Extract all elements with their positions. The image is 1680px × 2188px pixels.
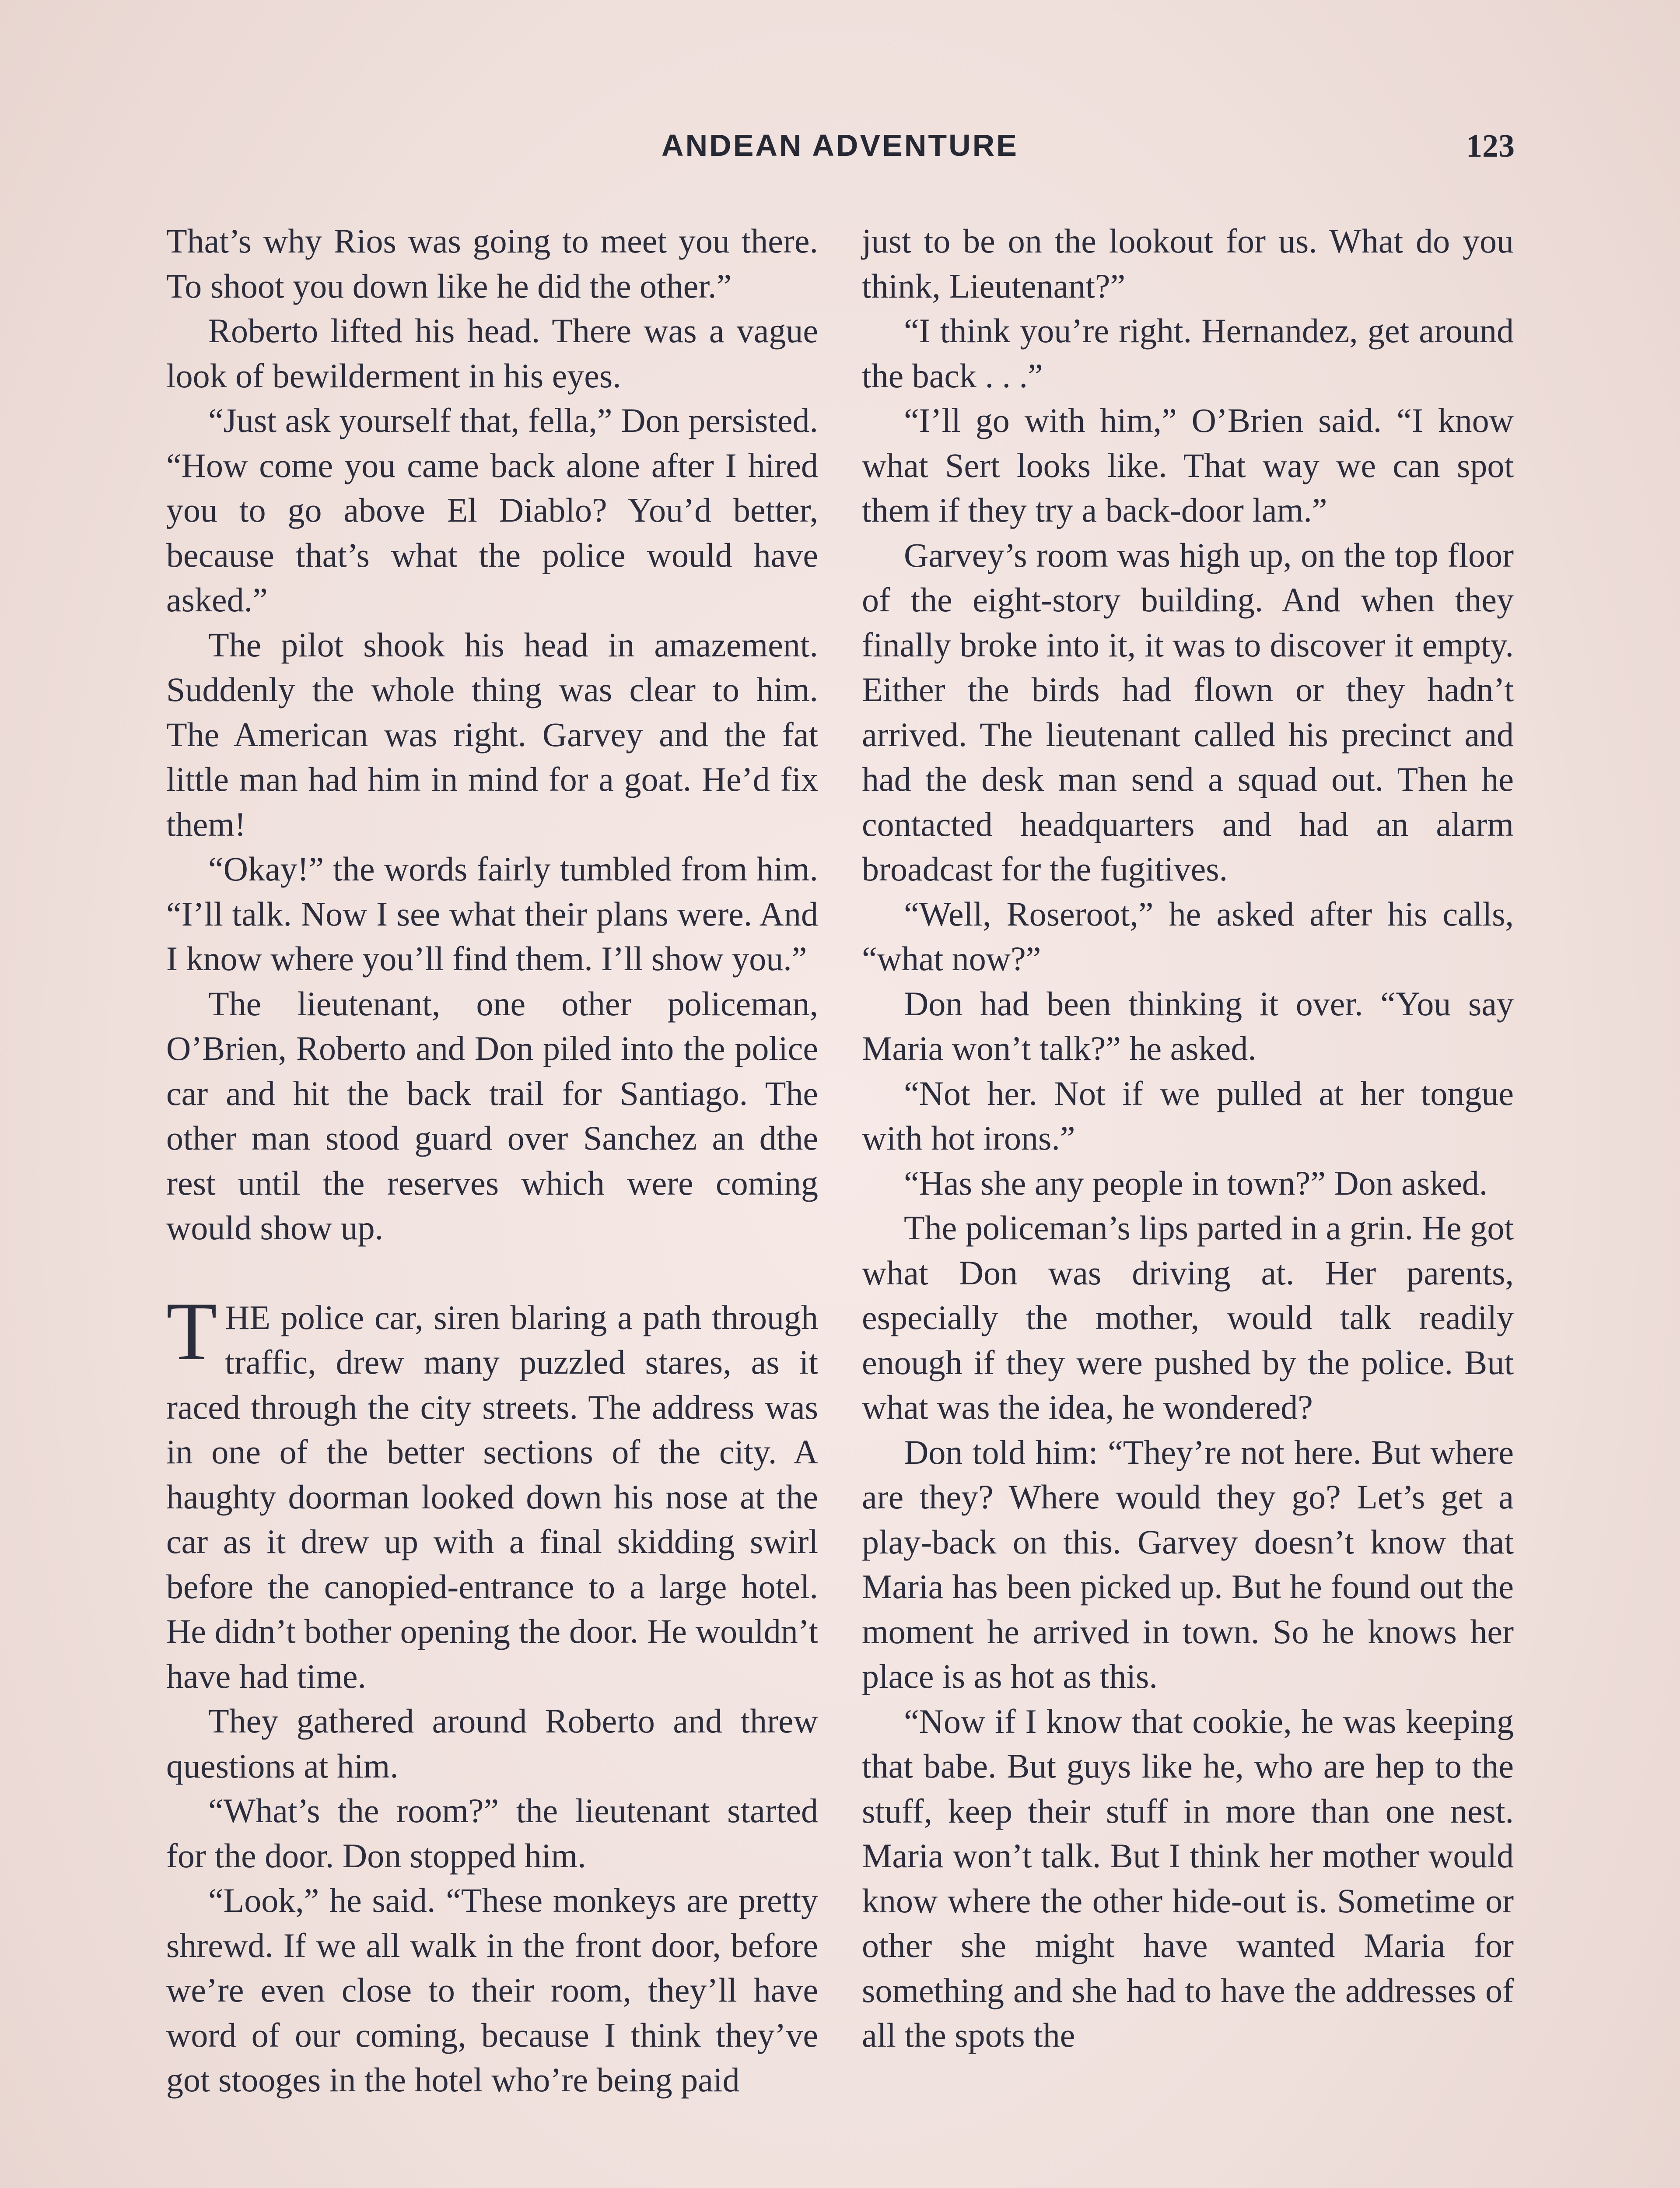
paragraph: Roberto lifted his head. There was a vague look of bewilderment in his eyes. (166, 312, 818, 395)
paragraph: “Okay!” the words fairly tumbled from him. “I’ll talk. Now I see what their plans were. And I know where you’ll find them. I’ll show you.” (166, 850, 818, 978)
page-header (165, 128, 1515, 172)
paragraph: The policeman’s lips parted in a grin. He got what Don was driving at. Her parents, especially the mother, would talk readily enough if they were pushed by the police. But what was the idea, he wondered? (862, 1209, 1514, 1426)
paragraph: The lieutenant, one other policeman, O’Brien, Roberto and Don piled into the police car and hit the back trail for Santiago. The other man stood guard over Sanchez an dthe rest until the reserves which were coming would show up. (166, 984, 818, 1247)
left-column (166, 219, 818, 2103)
paragraph: just to be on the lookout for us. What do you think, Lieutenant?” (862, 222, 1514, 305)
paragraph: Don had been thinking it over. “You say Maria won’t talk?” he asked. (862, 984, 1514, 1067)
paragraph: “Look,” he said. “These monkeys are pretty shrewd. If we all walk in the front door, before we’re even close to their room, they’ll have word of our coming, because I think they’ve got stooges in the hotel who’re being paid (166, 1881, 818, 2099)
right-column (862, 219, 1514, 2058)
paragraph-text: HE police car, siren blaring a path through traffic, drew many puzzled stares, as it raced through the city streets. The address was in one of the better sections of the city. A haughty doorman looked down his nose at the car as it drew up with a final skidding swirl before the canopied-entrance to a large hotel. He didn’t bother opening the door. He wouldn’t have had time. (166, 1298, 818, 1695)
paragraph: “Now if I know that cookie, he was keeping that babe. But guys like he, who are hep to the stuff, keep their stuff in more than one nest. Maria won’t talk. But I think her mother would know where the other hide-out is. Sometime or other she might have wanted Maria for something and she had to have the addresses of all the spots the (862, 1702, 1514, 2054)
paragraph: “Well, Roseroot,” he asked after his calls, “what now?” (862, 894, 1514, 978)
drop-cap: T (166, 1285, 217, 1378)
page-number: 123 (1466, 128, 1515, 164)
running-title: ANDEAN ADVENTURE (662, 128, 1018, 162)
paragraph: “Has she any people in town?” Don asked. (904, 1164, 1488, 1202)
paragraph: “I’ll go with him,” O’Brien said. “I know what Sert looks like. That way we can spot them if they try a back-door lam.” (862, 401, 1514, 529)
paragraph: That’s why Rios was going to meet you there. To shoot you down like he did the other.” (166, 222, 818, 305)
section-start-paragraph (166, 1285, 818, 1699)
paragraph: “I think you’re right. Hernandez, get around the back . . .” (862, 312, 1514, 395)
paragraph: “Not her. Not if we pulled at her tongue with hot irons.” (862, 1074, 1514, 1157)
paragraph: “What’s the room?” the lieutenant started for the door. Don stopped him. (166, 1792, 818, 1875)
paragraph: The pilot shook his head in amazement. Suddenly the whole thing was clear to him. The American was right. Garvey and the fat little man had him in mind for a goat. He’d fix them! (166, 625, 818, 843)
paragraph: “Just ask yourself that, fella,” Don persisted. “How come you came back alone after I hired you to go above El Diablo? You’d better, because that’s what the police would have asked.” (166, 401, 818, 619)
paragraph: Don told him: “They’re not here. But where are they? Where would they go? Let’s get a play-back on this. Garvey doesn’t know that Maria has been picked up. But he found out the moment he arrived in town. So he knows her place is as hot as this. (862, 1433, 1514, 1695)
paragraph: Garvey’s room was high up, on the top floor of the eight-story building. And when they finally broke into it, it was to discover it empty. Either the birds had flown or they hadn’t arrived. The lieutenant called his precinct and had the desk man send a squad out. Then he contacted headquarters and had an alarm broadcast for the fugitives. (862, 536, 1514, 888)
paragraph: They gathered around Roberto and threw questions at him. (166, 1702, 818, 1785)
